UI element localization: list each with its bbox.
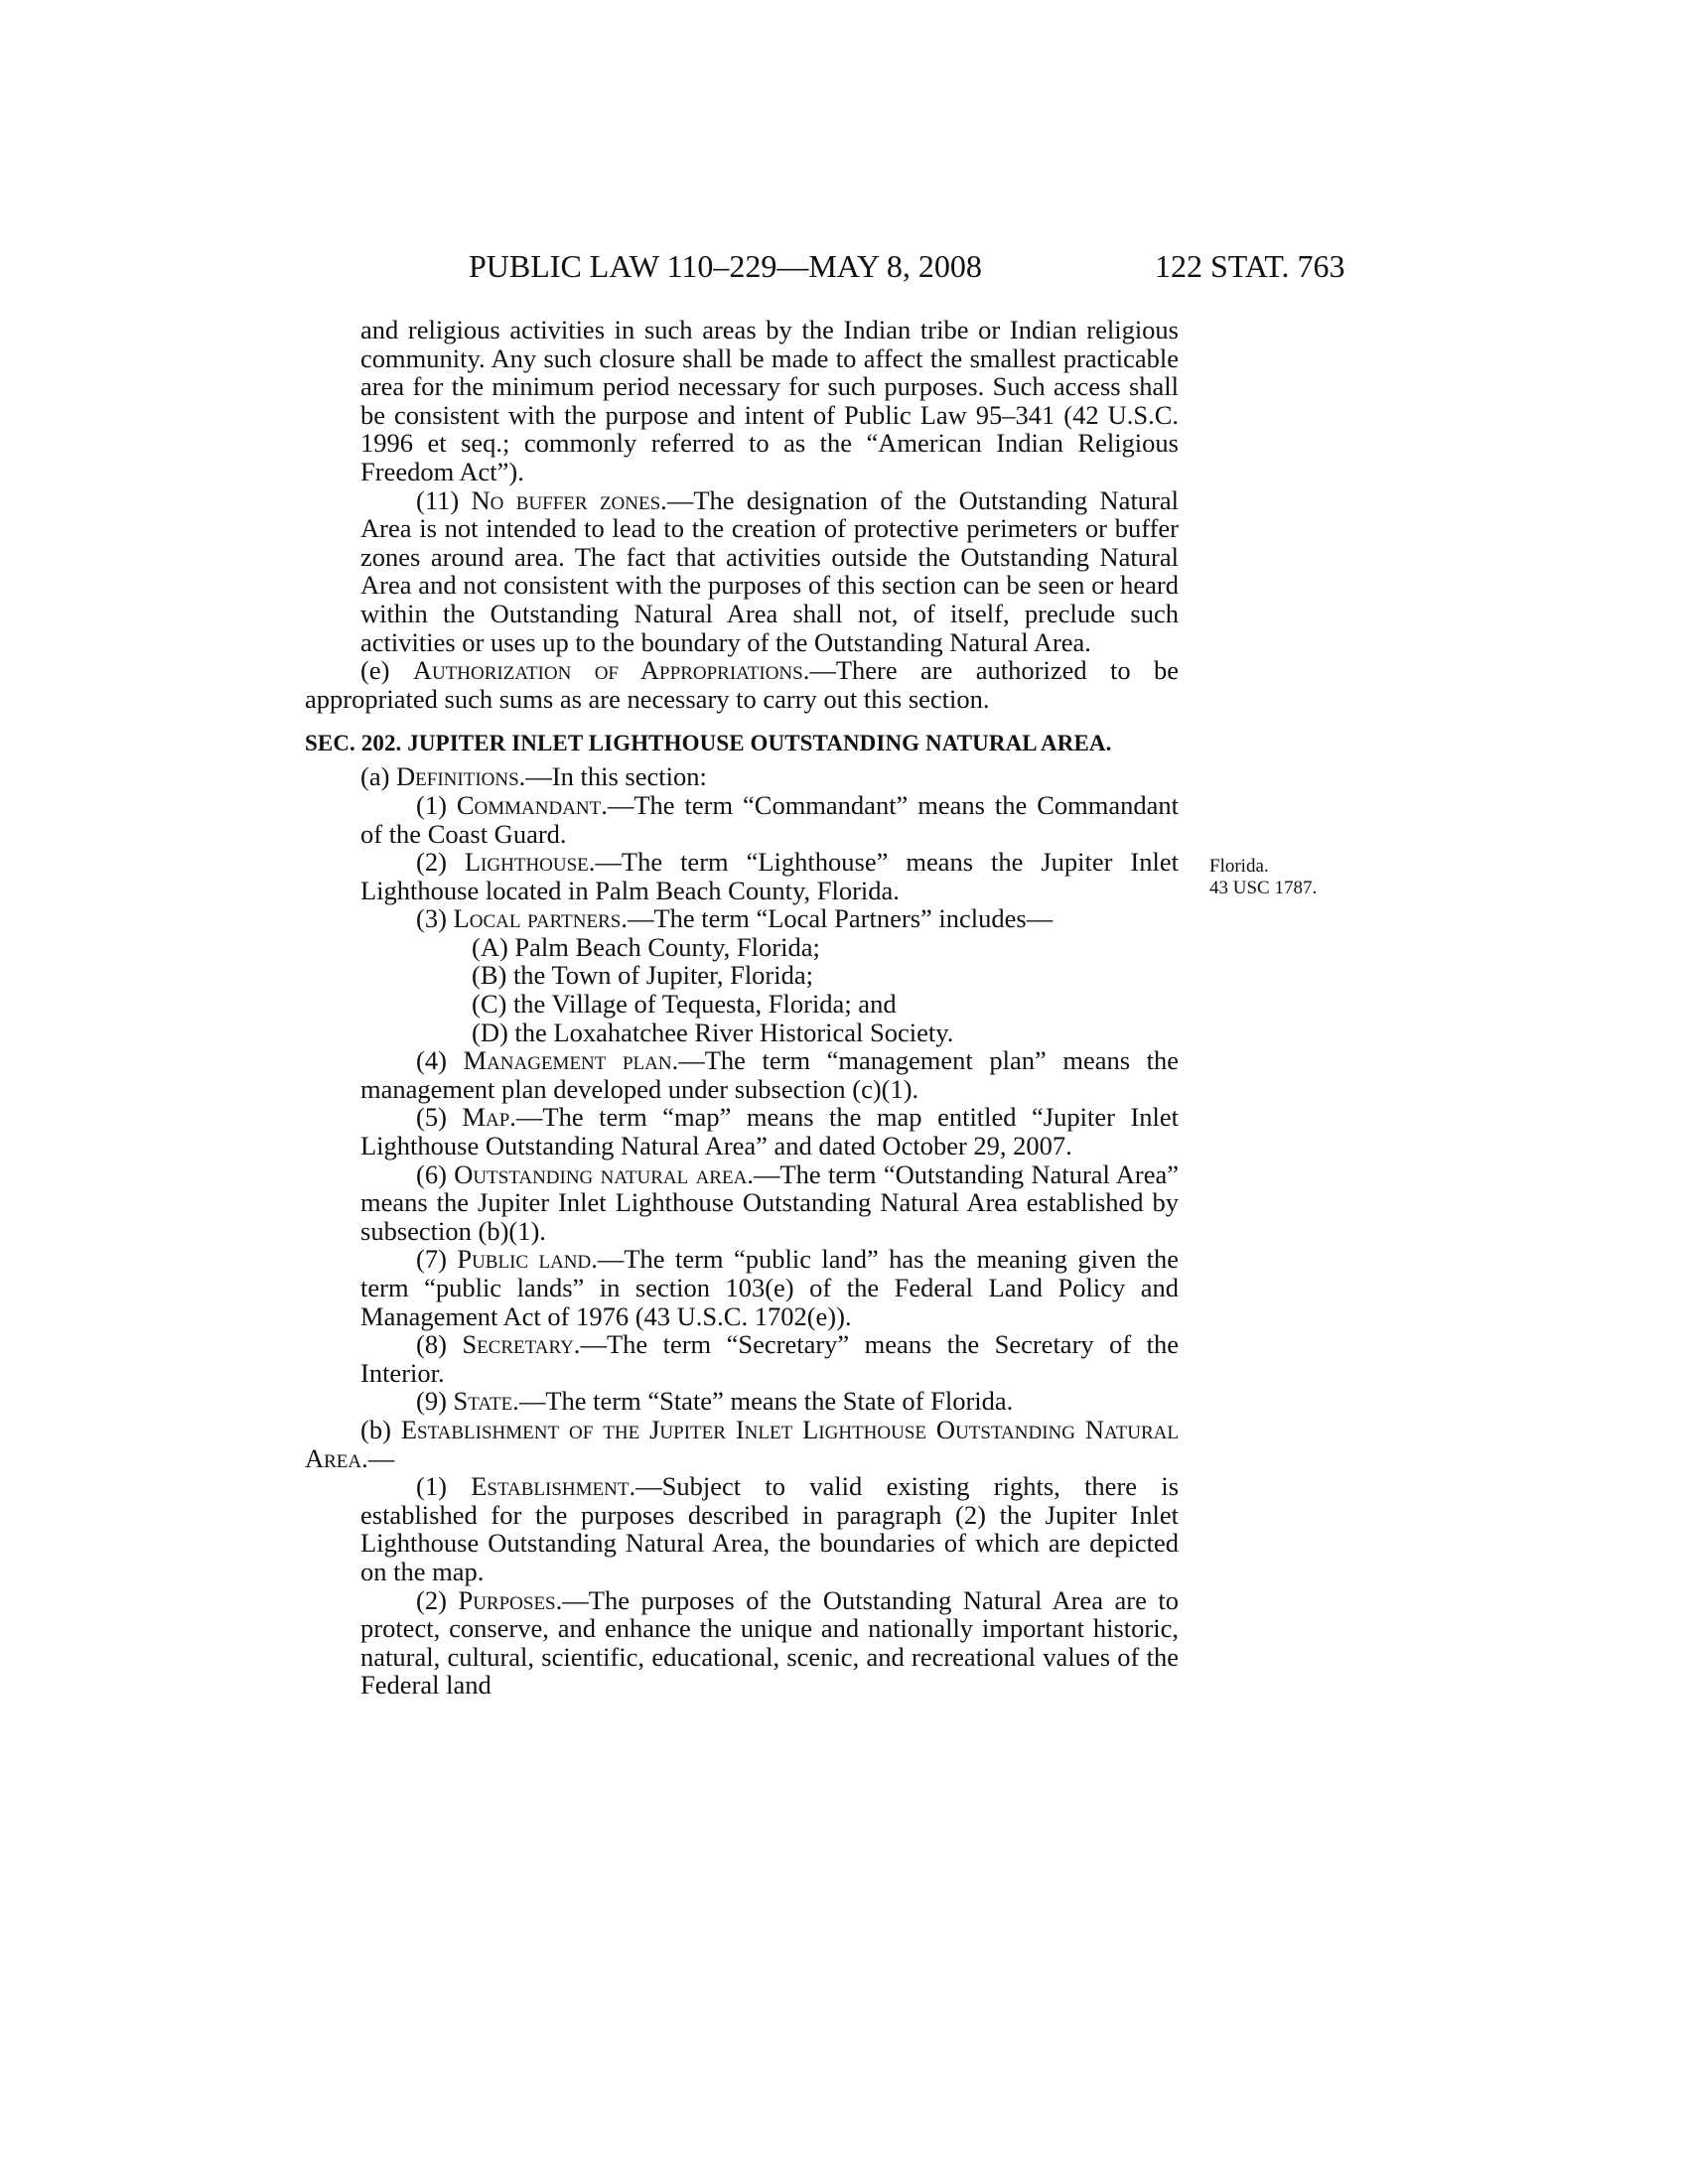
document-body (305, 316, 1179, 1700)
subsection-e-appropriations (305, 656, 1179, 713)
definition-text: —The term “management plan” means the management plan developed under subsection (c)(1). (360, 1045, 1180, 1104)
paragraph-continuation: and religious activities in such areas by the Indian tribe or Indian religious community. Any such closure shall be made to affect the smallest practicable area for the minimum period necessary for such purposes. Such access shall be consistent with the purpose and intent of Public Law 95–341 (42 U.S.C. 1996 et seq.; commonly referred to as the “American Indian Religious Freedom Act”). (360, 315, 1179, 486)
definition-number: (8) (416, 1329, 447, 1360)
paragraph-text: —The designation of the Outstanding Natural Area is not intended to lead to the creation of protective perimeters or buffer zones around area. The fact that activities outside the Outstanding Natural Area and not consistent with the purposes of this section can be seen or heard within the Outstanding Natural Area shall not, of itself, preclude such activities or uses up to the boundary of the Outstanding Natural Area. (360, 484, 1180, 657)
definition-heading: Secretary. (462, 1329, 581, 1360)
list-item: (A) Palm Beach County, Florida; (472, 931, 820, 962)
definition-2-lighthouse (305, 848, 1179, 904)
definition-text: —The term “Commandant” means the Commandant of the Coast Guard. (360, 789, 1179, 849)
definition-text: —The term “Lighthouse” means the Jupiter Inlet Lighthouse located in Palm Beach County, Florida. (360, 847, 1179, 905)
subsection-number: (b) (360, 1414, 391, 1444)
definition-number: (2) (416, 847, 447, 878)
paragraph-heading: Purposes. (458, 1584, 563, 1615)
paragraph-text: —The purposes of the Outstanding Natural Area are to protect, conserve, and enhance the unique and nationally important historic, natural, cultural, scientific, educational, scenic, and recreational values of the Federal land (360, 1584, 1180, 1701)
definition-text: —The term “State” means the State of Florida. (518, 1386, 1014, 1417)
definition-heading: Public land. (457, 1244, 598, 1275)
list-item: (C) the Village of Tequesta, Florida; and (472, 989, 897, 1020)
subsection-number: (a) (360, 761, 390, 792)
definition-number: (7) (416, 1244, 447, 1275)
subsection-a-definitions (305, 762, 1179, 791)
definition-text: —The term “map” means the map entitled “Jupiter Inlet Lighthouse Outstanding Natural Area” and dated October 29, 2007. (360, 1102, 1180, 1161)
definition-heading: Lighthouse. (464, 847, 596, 878)
paragraph-b2-purposes (305, 1586, 1179, 1700)
definition-heading: Map. (462, 1102, 516, 1133)
subsection-number: (e) (360, 655, 390, 686)
paragraph-number: (1) (416, 1471, 447, 1502)
paragraph-number: (2) (416, 1584, 447, 1615)
paragraph-text: —Subject to valid existing rights, there is established for the purposes described in paragraph (2) the Jupiter Inlet Lighthouse Outstanding Natural Area, the boundaries of which are depicted on the map. (360, 1471, 1180, 1586)
paragraph-11-no-buffer-zones (305, 486, 1179, 657)
paragraph-number: (11) (416, 484, 460, 515)
margin-note-usc-citation: 43 USC 1787. (1209, 878, 1318, 898)
definition-heading: Local partners. (453, 903, 628, 934)
definition-1-commandant (305, 791, 1179, 848)
subsection-heading: Definitions. (396, 761, 526, 792)
definition-3-local-partners (305, 904, 1179, 933)
definition-number: (1) (416, 789, 447, 820)
subsection-heading: Authorization of Appropriations. (412, 655, 810, 686)
definition-heading: Outstanding natural area. (454, 1159, 754, 1189)
definition-text: —The term “Secretary” means the Secretary of the Interior. (360, 1329, 1179, 1388)
list-item: (D) the Loxahatchee River Historical Society. (472, 1017, 954, 1047)
section-heading: SEC. 202. JUPITER INLET LIGHTHOUSE OUTSTANDING NATURAL AREA. (305, 731, 1112, 756)
definition-8-secretary (305, 1330, 1179, 1387)
definition-text: —The term “Outstanding Natural Area” means the Jupiter Inlet Lighthouse Outstanding Natural Area established by subsection (b)(1). (360, 1159, 1180, 1246)
page-number: 122 STAT. 763 (1155, 248, 1345, 284)
subsection-heading: Establishment of the Jupiter Inlet Lighthouse Outstanding Natural Area. (305, 1414, 1179, 1473)
paragraph-heading: No buffer zones. (471, 484, 667, 515)
definition-number: (5) (416, 1102, 447, 1133)
definition-heading: Commandant. (456, 789, 608, 820)
definition-text: —The term “public land” has the meaning given the term “public lands” in section 103(e) of the Federal Land Policy and Management Act of 1976 (43 U.S.C. 1702(e)). (360, 1244, 1180, 1331)
definition-4-management-plan (305, 1046, 1179, 1103)
subsection-b-establishment (305, 1416, 1179, 1472)
definition-heading: Management plan. (463, 1045, 679, 1076)
definition-number: (9) (416, 1386, 447, 1417)
list-item: (B) the Town of Jupiter, Florida; (472, 960, 813, 991)
definition-9-state (305, 1387, 1179, 1416)
definition-6-outstanding-natural-area (305, 1160, 1179, 1246)
page-header (0, 248, 1688, 288)
paragraph-b1-establishment (305, 1472, 1179, 1585)
margin-note-state: Florida. (1209, 856, 1269, 877)
definition-number: (3) (416, 903, 447, 934)
running-head: PUBLIC LAW 110–229—MAY 8, 2008 (469, 248, 982, 284)
subsection-text: —There are authorized to be appropriated such sums as are necessary to carry out this section. (305, 655, 1179, 714)
subsection-text: — (367, 1442, 395, 1473)
definition-5-map (305, 1103, 1179, 1160)
paragraph-heading: Establishment. (471, 1471, 636, 1502)
definition-heading: State. (453, 1386, 519, 1417)
definition-7-public-land (305, 1245, 1179, 1330)
definition-text: —The term “Local Partners” includes— (627, 903, 1054, 934)
margin-notes (1209, 856, 1317, 899)
definition-number: (6) (416, 1159, 447, 1189)
subsection-text: —In this section: (525, 761, 707, 792)
definition-number: (4) (416, 1045, 447, 1076)
